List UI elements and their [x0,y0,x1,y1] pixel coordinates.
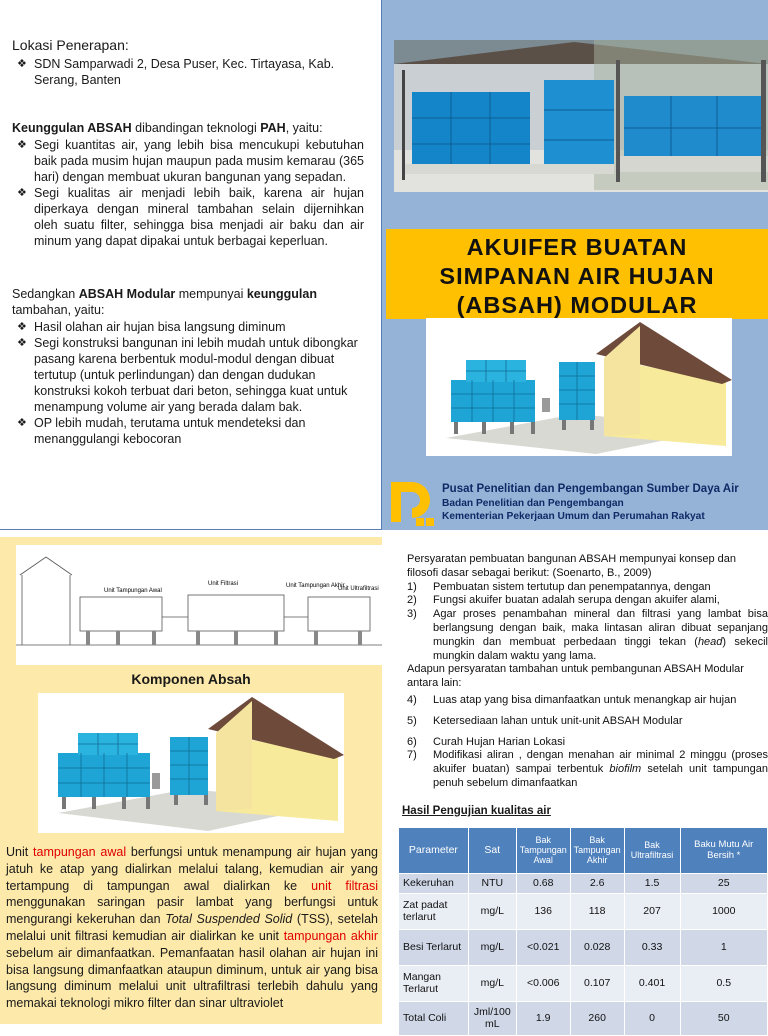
location-section [12,36,362,88]
description-text: Unit [6,845,34,859]
table-row [399,1001,768,1035]
table-cell: 0.028 [570,929,624,965]
table-cell: mg/L [468,929,516,965]
table-cell: <0.006 [516,965,570,1001]
table-cell: 0 [624,1001,680,1035]
item-text: ) sekecil mungkin dalam waktu yang lama. [433,635,768,662]
table-row [399,873,768,893]
institution-line: Kementerian Pekerjaan Umum dan Perumahan Rakyat [442,511,705,522]
technical-diagram [16,545,382,665]
table-cell: Besi Terlarut [399,929,469,965]
title-line: SIMPANAN AIR HUJAN [439,263,715,289]
table-cell: 2.6 [570,873,624,893]
column-header: Sat [468,827,516,873]
advantages-heading-text: dibandingan teknologi [131,121,261,135]
item-number: 7) [407,749,417,762]
table-cell: NTU [468,873,516,893]
table-cell: 50 [680,1001,768,1035]
requirement-item [392,581,768,595]
table-cell: 0.107 [570,965,624,1001]
highlight-tampungan-akhir: tampungan akhir [283,928,378,943]
modular-heading-bold: keunggulan [246,287,317,301]
requirements-intro-2: Adapun persyaratan tambahan untuk pembangunan ABSAH Modular antara lain: [407,663,744,690]
description-text: berfungsi untuk menampung air hujan yang jatuh ke atap yang dialirkan melalui talang, kemudian air yang tertampung di tampungan awal dialirkan ke [6,845,378,893]
komponen-heading: Komponen Absah [131,671,251,687]
diagram-label: Unit Ultrafiltrasi [338,586,379,592]
location-heading: Lokasi Penerapan: [12,37,129,53]
item-text: Pembuatan sistem tertutup dan penempatannya, dengan [433,580,711,593]
description-text: menggunakan saringan pasir lambat yang berfungsi untuk mengurangi kekeruhan dan [6,895,378,927]
requirements-intro: Persyaratan pembuatan bangunan ABSAH mempunyai konsep dan filosofi dasar sebagai berikut: (Soenarto, B., 2009) [407,553,736,579]
description-text: sebelum air dimanfaatkan. Pemanfaatan hasil olahan air hujan ini bisa langsung dimanfaatkan ataupun diminum, untuk air yang bisa langsung diminum melalui unit ultrafiltrasi terlebih dahulu yang memakai teknologi mikro filter dan sinar ultraviolet [6,945,378,1011]
table-row [399,893,768,929]
item-italic: head [697,635,723,648]
institution-line: Pusat Penelitian dan Pengembangan Sumber Daya Air [442,483,739,495]
modular-item: ❖ OP lebih mudah, terutama untuk mendeteksi dan menanggulangi kebocoran [12,415,364,447]
table-cell: Total Coli [399,1001,469,1035]
table-cell: mg/L [468,965,516,1001]
description-text: (TSS), setelah melalui unit filtrasi kemudian air dialirkan ke unit [6,912,378,943]
requirement-item [392,594,768,608]
absah-illustration [426,318,732,456]
quality-table [398,827,768,1036]
item-text: Curah Hujan Harian Lokasi [433,735,566,748]
table-cell: 118 [570,893,624,929]
modular-section [12,286,364,447]
highlight-unit-filtrasi: unit filtrasi [311,878,378,893]
pupr-logo-icon [388,478,434,526]
advantage-item: ❖ Segi kuantitas air, yang lebih bisa mencukupi kebutuhan baik pada musim hujan maupun pada musim kemarau (365 hari) dengan membuat ukuran bangunan yang sepadan. [12,137,364,185]
item-number: 3) [407,608,417,621]
diagram-label: Unit Tampungan Awal [104,588,162,594]
title-panel [382,0,768,530]
description-italic: Total Suspended Solid [165,912,293,927]
modular-item: ❖ Segi konstruksi bangunan ini lebih mudah untuk dibongkar pasang karena berbentuk modul-modul dengan dibuat tertutup (untuk perlindungan) dan dengan dudukan konstruksi kokoh terbuat dari beton, sehingga kuat untuk menampung volume air yang berada dalam bak. [12,335,364,415]
table-row [399,929,768,965]
requirements-panel [392,553,768,1036]
advantage-item: ❖ Segi kualitas air menjadi lebih baik, karena air hujan diperkaya dengan mineral tambahan selain dijernihkan oleh suatu filter, sehingga bisa menjadi air baku dan air minum yang dapat dipakai untuk berbagai keperluan. [12,185,364,249]
komponen-panel [0,537,382,1024]
requirements-list [392,553,768,791]
item-number: 2) [407,594,417,607]
item-number: 6) [407,735,417,748]
quality-test-heading: Hasil Pengujian kualitas air [402,804,551,817]
column-header: Bak Ultrafiltrasi [624,827,680,873]
table-cell: Zat padat terlarut [399,893,469,929]
item-number: 5) [407,714,417,727]
modular-item: ❖ Hasil olahan air hujan bisa langsung diminum [12,319,364,335]
modular-heading [12,286,364,318]
table-cell: Kekeruhan [399,873,469,893]
modular-heading-text: mempunyai [175,287,247,301]
title-banner [386,229,768,319]
item-text: setelah unit tampungan penuh sebelum dimanfaatkan [433,763,768,789]
item-italic: biofilm [609,763,642,776]
advantages-heading-suffix: , yaitu: [285,121,323,135]
item-text: Agar proses penambahan mineral dan filtrasi yang lambat bisa berlangsung dengan baik, maka lintasan aliran dibuat sepanjang mungkin dan membuat perbedaan tinggi tekan ( [433,608,768,648]
location-item: ❖ SDN Samparwadi 2, Desa Puser, Kec. Tirtayasa, Kab. Serang, Banten [12,56,362,88]
table-cell: 0.68 [516,873,570,893]
table-cell: 136 [516,893,570,929]
location-advantages-panel [0,0,382,530]
advantages-section [12,120,364,249]
institution-line: Badan Penelitian dan Pengembangan [442,498,624,509]
advantages-heading-bold-absah: Keunggulan ABSAH [12,121,132,135]
column-header: Bak Tampungan Awal [516,827,570,873]
item-text: Luas atap yang bisa dimanfaatkan untuk menangkap air hujan [433,693,737,706]
title-line: AKUIFER BUATAN [466,234,688,260]
column-header: Bak Tampungan Akhir [570,827,624,873]
modular-heading-text: Sedangkan [12,287,79,301]
installation-photo [394,40,768,192]
table-cell: 207 [624,893,680,929]
modular-heading-bold: ABSAH Modular [78,287,176,301]
table-row [399,965,768,1001]
item-number: 1) [407,580,417,593]
requirement-item [392,749,768,790]
table-cell: mg/L [468,893,516,929]
table-cell: 260 [570,1001,624,1035]
table-cell: Jml/100 mL [468,1001,516,1035]
requirement-item [392,694,768,708]
diagram-label: Unit Tampungan Akhir [286,583,345,589]
table-cell: 0.33 [624,929,680,965]
item-number: 4) [407,693,417,706]
column-header: Parameter [399,827,469,873]
institution-footer [382,474,768,530]
table-cell: 1 [680,929,768,965]
table-cell: 25 [680,873,768,893]
column-header: Baku Mutu Air Bersih * [680,827,768,873]
table-cell: 1000 [680,893,768,929]
table-cell: 1.5 [624,873,680,893]
table-cell: Mangan Terlarut [399,965,469,1001]
advantages-heading-bold-pah: PAH [260,121,286,135]
table-cell: <0.021 [516,929,570,965]
highlight-tampungan-awal: tampungan awal [33,845,127,859]
table-cell: 1.9 [516,1001,570,1035]
table-cell: 0.5 [680,965,768,1001]
advantages-heading [12,120,364,136]
absah-illustration-2 [38,693,344,833]
item-text: Ketersediaan lahan untuk unit-unit ABSAH Modular [433,714,683,727]
item-text: Modifikasi aliran , dengan menahan air minimal 2 minggu (proses akuifer buatan) sampai terbentuk [433,749,768,776]
requirement-item [392,715,768,729]
diagram-label: Unit Filtrasi [208,581,239,587]
table-cell: 0.401 [624,965,680,1001]
requirement-item [392,736,768,750]
table-header-row [399,827,768,873]
requirement-item [392,608,768,663]
komponen-description [6,844,378,1012]
institution-text [442,482,768,523]
item-text: Fungsi akuifer buatan adalah serupa dengan akuifer alami, [433,594,720,607]
modular-heading-text: tambahan, yaitu: [12,303,105,317]
title-line: (ABSAH) MODULAR [456,292,698,318]
